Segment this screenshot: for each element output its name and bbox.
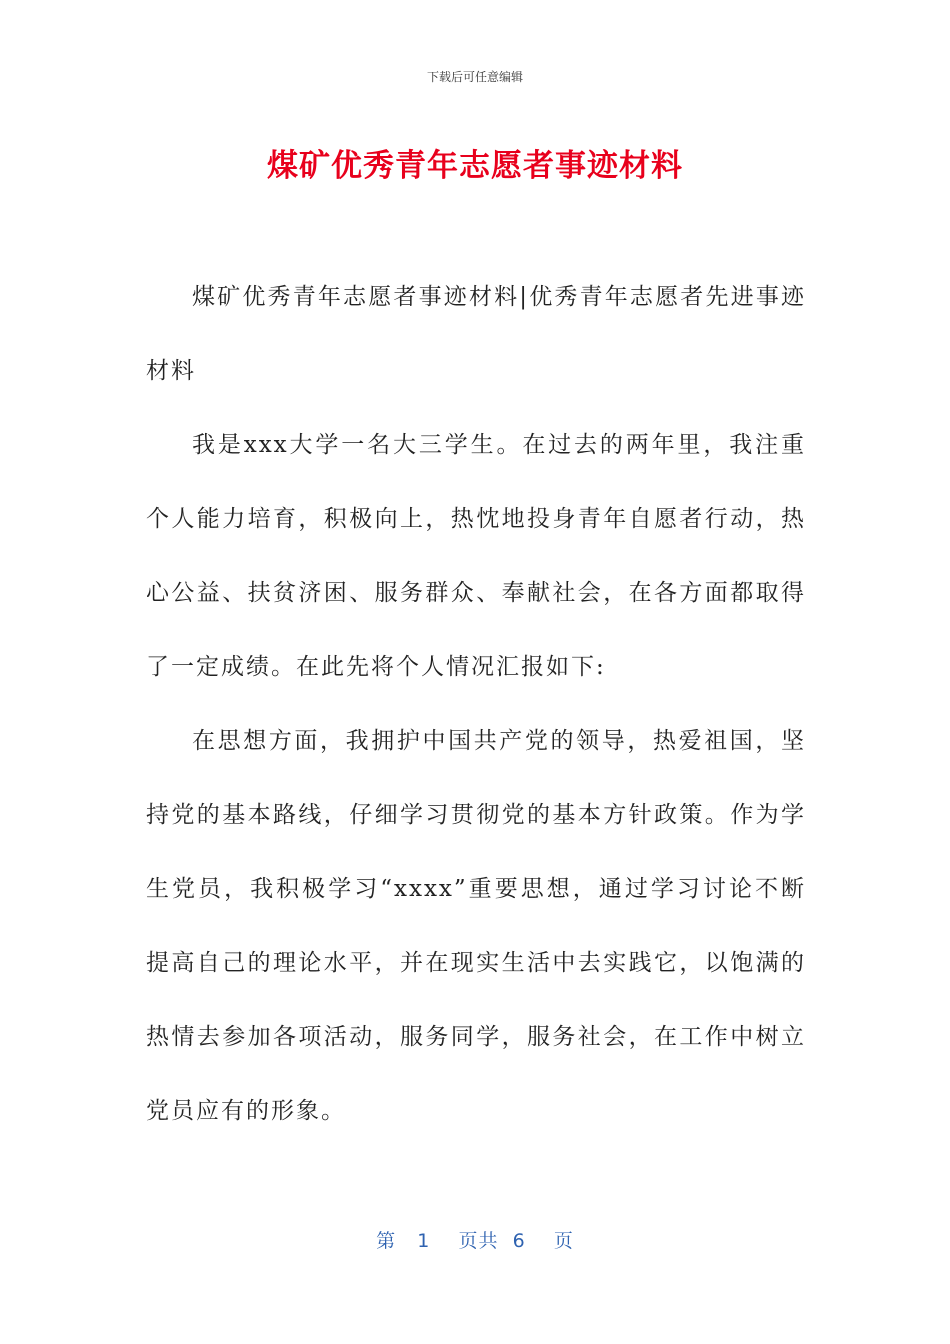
paragraph-ideology: 在思想方面，我拥护中国共产党的领导，热爱祖国，坚持党的基本路线，仔细学习贯彻党的基本方针政策。作为学生党员，我积极学习“xxxx”重要思想，通过学习讨论不断提高自己的理论水平，并在现实生活中去实践它，以饱满的热情去参加各项活动，服务同学，服务社会，在工作中树立党员应有的形象。 [146, 728, 806, 1124]
header-note: 下载后可任意编辑 [426, 70, 523, 84]
page-footer [0, 1226, 950, 1253]
footer-prefix: 第 [376, 1230, 397, 1252]
footer-total-pages: 6 [512, 1230, 526, 1252]
paragraph-intro: 我是xxx大学一名大三学生。在过去的两年里，我注重个人能力培育，积极向上，热忱地投身青年自愿者行动，热心公益、扶贫济困、服务群众、奉献社会，在各方面都取得了一定成绩。在此先将个人情况汇报如下: [146, 432, 806, 680]
document-body [146, 260, 806, 1148]
paragraph-subtitle: 煤矿优秀青年志愿者事迹材料|优秀青年志愿者先进事迹材料 [146, 284, 806, 384]
footer-page-number: 1 [417, 1230, 431, 1252]
footer-suffix: 页 [553, 1230, 574, 1252]
footer-mid: 页共 [458, 1230, 499, 1252]
document-title: 煤矿优秀青年志愿者事迹材料 [267, 148, 683, 184]
